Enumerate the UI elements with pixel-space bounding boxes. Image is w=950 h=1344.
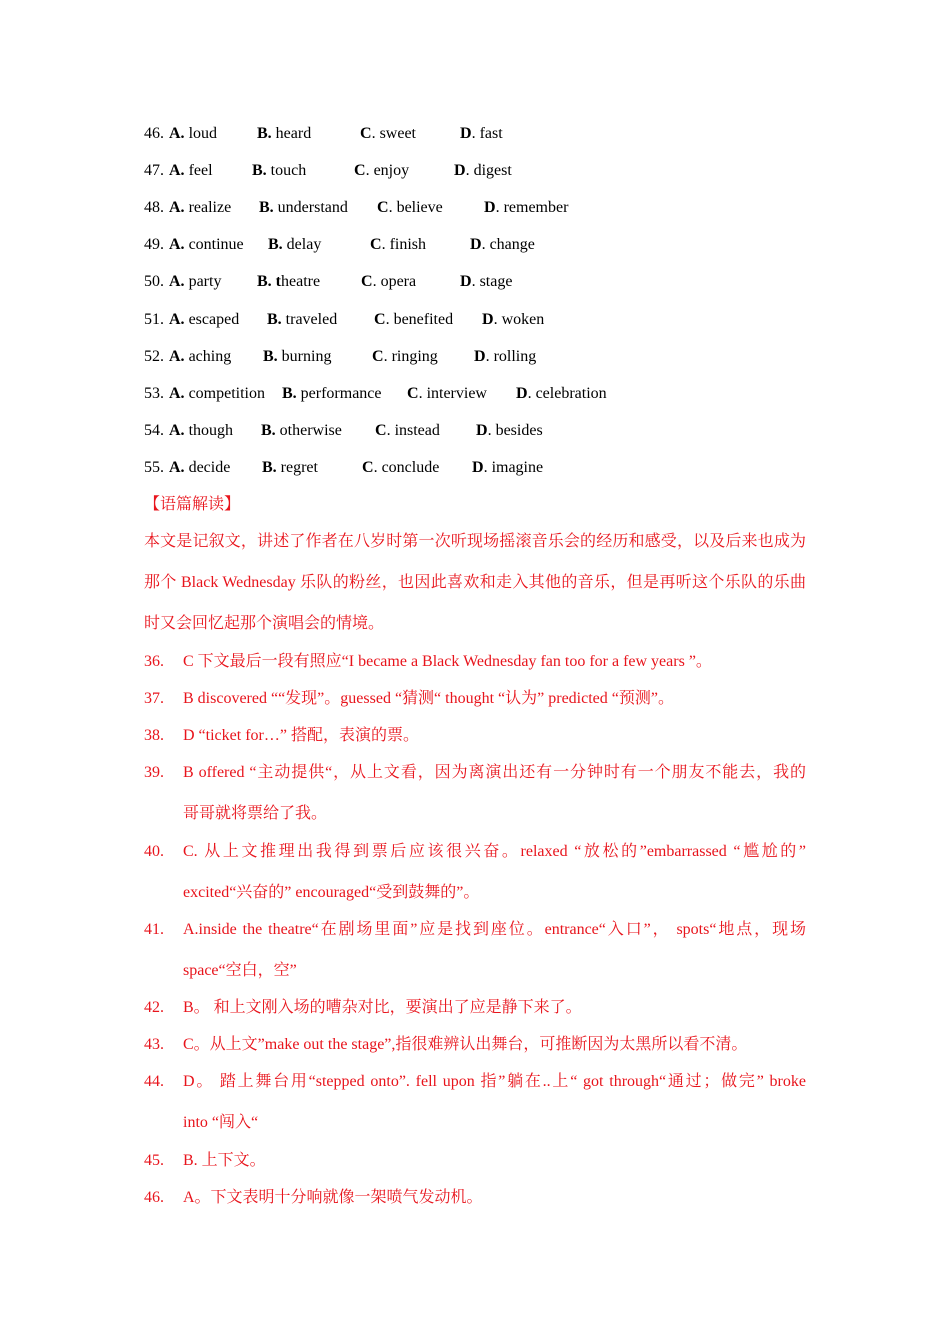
explanation-text bbox=[183, 1149, 806, 1173]
option-word: heard bbox=[271, 125, 312, 142]
option-letter: D bbox=[454, 162, 466, 179]
option-letter: B. bbox=[262, 459, 277, 476]
answer-option bbox=[259, 196, 348, 220]
answer-option bbox=[370, 233, 426, 257]
option-letter: C bbox=[361, 273, 373, 290]
option-letter: A. bbox=[169, 459, 185, 476]
option-letter: C bbox=[407, 385, 419, 402]
option-word: . imagine bbox=[483, 459, 544, 476]
answer-option bbox=[169, 456, 230, 480]
option-word: . conclude bbox=[373, 459, 440, 476]
option-word: decide bbox=[184, 459, 231, 476]
explanation-line: B. 上下文。 bbox=[183, 1152, 266, 1169]
explanation-text bbox=[183, 918, 806, 983]
explanation-line: B offered “主动提供“，从上文看，因为离演出还有一分钟时有一个朋友不能去，我的 bbox=[183, 764, 806, 781]
question-number: 46. bbox=[144, 125, 164, 142]
answer-option bbox=[361, 270, 416, 294]
explanation-line: 哥哥就将票给了我。 bbox=[183, 805, 328, 822]
answer-option bbox=[484, 196, 568, 220]
option-letter: B. bbox=[268, 236, 283, 253]
option-letter: D bbox=[516, 385, 528, 402]
option-word: . interview bbox=[418, 385, 487, 402]
answer-option bbox=[460, 270, 512, 294]
option-word: otherwise bbox=[275, 422, 342, 439]
passage-summary: 本文是记叙文，讲述了作者在八岁时第一次听现场摇滚音乐会的经历和感受，以及后来也成为那个 Black Wednesday 乐队的粉丝，也因此喜欢和走入其他的音乐，但是再听这个乐队的乐曲时又会回忆起那个演唱会的情境。 bbox=[144, 533, 806, 632]
option-letter: A. bbox=[169, 422, 185, 439]
explanation-text bbox=[183, 761, 806, 826]
explanation-number: 39. bbox=[144, 764, 164, 781]
answer-option bbox=[470, 233, 535, 257]
option-word: . finish bbox=[381, 236, 427, 253]
question-number: 53. bbox=[144, 385, 164, 402]
answer-option bbox=[169, 159, 213, 183]
explanation-number: 42. bbox=[144, 999, 164, 1016]
explanation-text bbox=[183, 687, 806, 711]
option-letter: B. bbox=[267, 311, 282, 328]
option-letter: A. bbox=[169, 125, 185, 142]
option-letter: A. bbox=[169, 199, 185, 216]
option-word: . stage bbox=[471, 273, 513, 290]
option-word: touch bbox=[266, 162, 307, 179]
option-letter: C bbox=[375, 422, 387, 439]
answer-option bbox=[263, 345, 331, 369]
answer-option bbox=[169, 308, 239, 332]
option-word: . believe bbox=[388, 199, 443, 216]
answer-option bbox=[454, 159, 512, 183]
explanation-text bbox=[183, 1186, 806, 1210]
option-letter: C bbox=[360, 125, 372, 142]
option-letter: D bbox=[460, 125, 472, 142]
option-word: . instead bbox=[386, 422, 440, 439]
option-word: feel bbox=[184, 162, 213, 179]
explanation-line: C。从上文”make out the stage”,指很难辨认出舞台，可推断因为太黑所以看不清。 bbox=[183, 1036, 748, 1053]
option-word: . ringing bbox=[383, 348, 438, 365]
explanation-line: D “ticket for…” 搭配，表演的票。 bbox=[183, 727, 419, 744]
option-letter: A. bbox=[169, 311, 185, 328]
answer-option bbox=[354, 159, 409, 183]
option-word: escaped bbox=[184, 311, 240, 328]
option-word: regret bbox=[276, 459, 318, 476]
option-letter: B. bbox=[263, 348, 278, 365]
explanation-line: C 下文最后一段有照应“I became a Black Wednesday fan too for a few years ”。 bbox=[183, 653, 712, 670]
option-word: performance bbox=[296, 385, 382, 402]
explanation-number: 37. bbox=[144, 690, 164, 707]
answer-option bbox=[267, 308, 337, 332]
answer-option bbox=[375, 419, 440, 443]
option-letter: A. bbox=[169, 348, 185, 365]
option-letter: D bbox=[460, 273, 472, 290]
option-word: though bbox=[184, 422, 234, 439]
explanation-number: 45. bbox=[144, 1152, 164, 1169]
explanation-number: 41. bbox=[144, 921, 164, 938]
explanation-line: B。 和上文刚入场的嘈杂对比，要演出了应是静下来了。 bbox=[183, 999, 582, 1016]
explanation-number: 40. bbox=[144, 843, 164, 860]
option-letter: D bbox=[474, 348, 486, 365]
answer-option bbox=[407, 382, 487, 406]
question-number: 51. bbox=[144, 311, 164, 328]
answer-option bbox=[169, 382, 265, 406]
answer-option bbox=[482, 308, 544, 332]
option-word: . woken bbox=[493, 311, 545, 328]
explanation-text bbox=[183, 1070, 806, 1135]
option-letter: D bbox=[472, 459, 484, 476]
answer-option bbox=[268, 233, 321, 257]
question-number: 48. bbox=[144, 199, 164, 216]
answer-option bbox=[377, 196, 443, 220]
option-word: . change bbox=[481, 236, 535, 253]
option-letter: A. bbox=[169, 385, 185, 402]
option-letter: C bbox=[377, 199, 389, 216]
explanation-line: D。 踏上舞台用“stepped onto”. fell upon 指”躺在..上“ got through“通过；做完” broke bbox=[183, 1073, 806, 1090]
option-letter: C bbox=[362, 459, 374, 476]
explanation-text bbox=[183, 996, 806, 1020]
option-letter: B. t bbox=[257, 273, 281, 290]
option-letter: B. bbox=[252, 162, 267, 179]
option-word: party bbox=[184, 273, 222, 290]
option-word: . remember bbox=[495, 199, 569, 216]
question-number: 50. bbox=[144, 273, 164, 290]
option-letter: C bbox=[354, 162, 366, 179]
explanation-number: 38. bbox=[144, 727, 164, 744]
answer-option bbox=[372, 345, 438, 369]
question-number: 49. bbox=[144, 236, 164, 253]
option-letter: C bbox=[370, 236, 382, 253]
option-word: . benefited bbox=[385, 311, 454, 328]
explanation-line: A。下文表明十分响就像一架喷气发动机。 bbox=[183, 1189, 483, 1206]
answer-option bbox=[476, 419, 543, 443]
option-word: . fast bbox=[471, 125, 503, 142]
explanation-line: A.inside the theatre“在剧场里面”应是找到座位。entrance“入口”， spots“地点，现场 bbox=[183, 921, 806, 938]
answer-option bbox=[282, 382, 382, 406]
option-word: . rolling bbox=[485, 348, 537, 365]
option-word: burning bbox=[277, 348, 332, 365]
answer-option bbox=[169, 233, 244, 257]
option-word: competition bbox=[184, 385, 265, 402]
option-letter: B. bbox=[261, 422, 276, 439]
explanation-number: 43. bbox=[144, 1036, 164, 1053]
option-word: delay bbox=[282, 236, 322, 253]
option-letter: D bbox=[476, 422, 488, 439]
option-word: . digest bbox=[465, 162, 512, 179]
option-letter: C bbox=[374, 311, 386, 328]
answer-option bbox=[472, 456, 543, 480]
option-letter: B. bbox=[282, 385, 297, 402]
answer-option bbox=[169, 196, 231, 220]
option-word: . enjoy bbox=[365, 162, 410, 179]
question-number: 52. bbox=[144, 348, 164, 365]
answer-option bbox=[257, 122, 311, 146]
answer-option bbox=[252, 159, 306, 183]
option-word: realize bbox=[184, 199, 232, 216]
option-letter: A. bbox=[169, 236, 185, 253]
answer-option bbox=[261, 419, 342, 443]
answer-option bbox=[362, 456, 439, 480]
answer-option bbox=[516, 382, 607, 406]
explanation-number: 36. bbox=[144, 653, 164, 670]
option-letter: D bbox=[482, 311, 494, 328]
option-word: . sweet bbox=[371, 125, 416, 142]
explanation-line: C. 从上文推理出我得到票后应该很兴奋。relaxed “放松的”embarrassed “尴尬的” bbox=[183, 843, 806, 860]
answer-option bbox=[374, 308, 453, 332]
answer-option bbox=[169, 122, 217, 146]
option-word: understand bbox=[273, 199, 348, 216]
option-word: continue bbox=[184, 236, 244, 253]
option-letter: B. bbox=[259, 199, 274, 216]
explanation-line: space“空白，空” bbox=[183, 962, 297, 979]
explanation-number: 44. bbox=[144, 1073, 164, 1090]
explanation-text bbox=[183, 650, 806, 674]
option-word: heatre bbox=[281, 273, 321, 290]
question-number: 54. bbox=[144, 422, 164, 439]
option-word: loud bbox=[184, 125, 218, 142]
option-letter: B. bbox=[257, 125, 272, 142]
answer-option bbox=[257, 270, 320, 294]
answer-option bbox=[169, 419, 233, 443]
option-word: . besides bbox=[487, 422, 543, 439]
explanation-line: B discovered ““发现”。guessed “猜测“ thought “认为” predicted “预测”。 bbox=[183, 690, 674, 707]
option-letter: A. bbox=[169, 273, 185, 290]
question-number: 47. bbox=[144, 162, 164, 179]
option-word: . opera bbox=[372, 273, 417, 290]
section-heading: 【语篇解读】 bbox=[144, 496, 241, 513]
explanation-line: into “闯入“ bbox=[183, 1114, 259, 1131]
explanation-text bbox=[183, 1033, 806, 1057]
answer-option bbox=[169, 345, 231, 369]
explanation-number: 46. bbox=[144, 1189, 164, 1206]
option-word: . celebration bbox=[527, 385, 607, 402]
option-letter: D bbox=[484, 199, 496, 216]
explanation-text bbox=[183, 840, 806, 905]
explanation-line: excited“兴奋的” encouraged“受到鼓舞的”。 bbox=[183, 884, 480, 901]
option-letter: D bbox=[470, 236, 482, 253]
option-letter: A. bbox=[169, 162, 185, 179]
option-word: aching bbox=[184, 348, 232, 365]
option-word: traveled bbox=[281, 311, 338, 328]
answer-option bbox=[262, 456, 318, 480]
answer-option bbox=[474, 345, 536, 369]
answer-option bbox=[460, 122, 503, 146]
explanation-text bbox=[183, 724, 806, 748]
answer-option bbox=[360, 122, 416, 146]
question-number: 55. bbox=[144, 459, 164, 476]
option-letter: C bbox=[372, 348, 384, 365]
answer-option bbox=[169, 270, 221, 294]
